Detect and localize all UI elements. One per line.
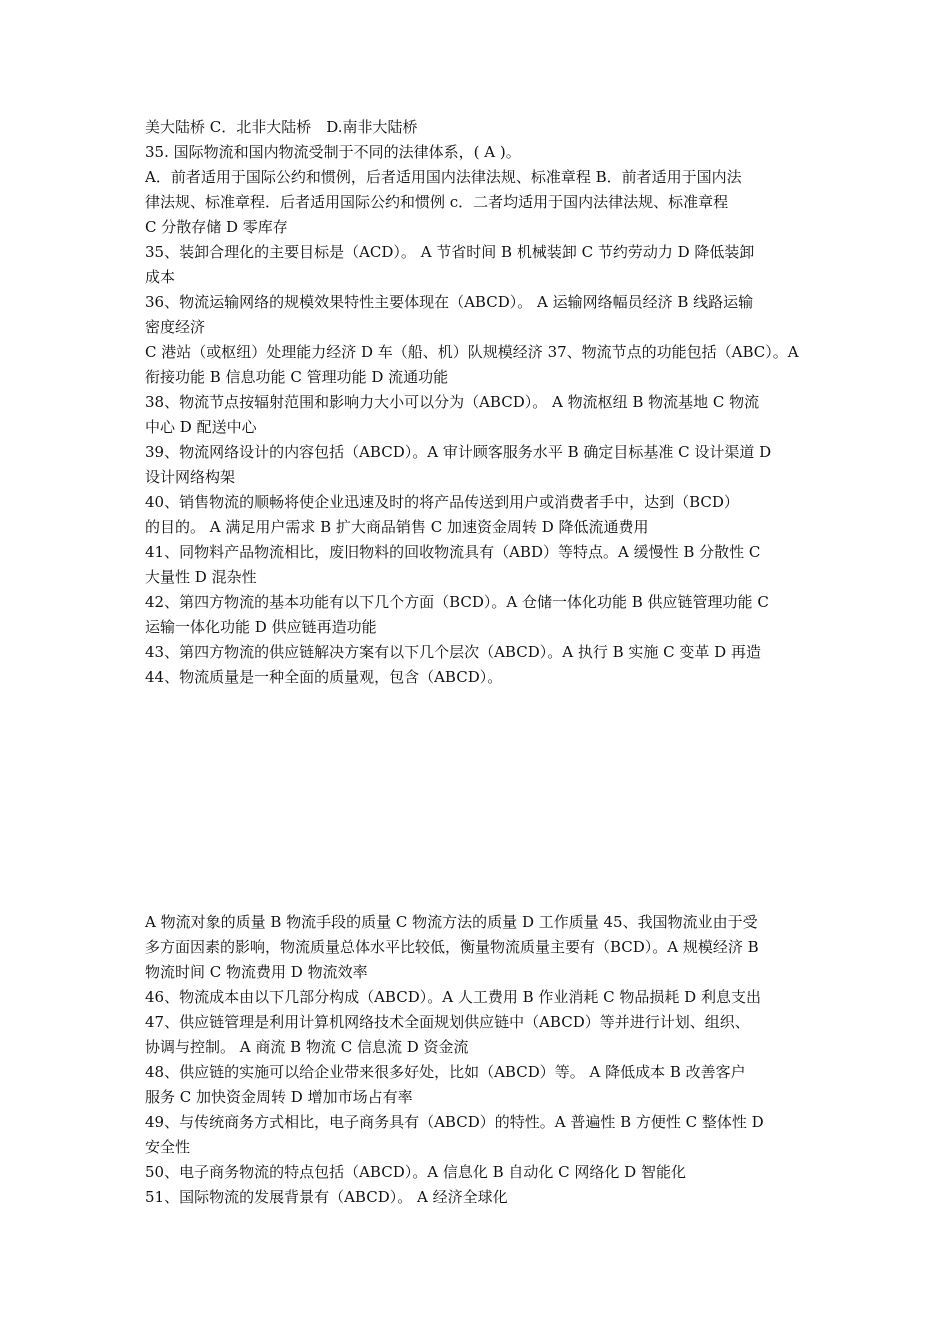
text-line: 的目的。 A 满足用户需求 B 扩大商品销售 C 加速资金周转 D 降低流通费用 [145, 518, 649, 536]
text-line: 36、物流运输网络的规模效果特性主要体现在（ABCD）。 A 运输网络幅员经济 B 线路运输 [145, 293, 754, 311]
text-block-top [145, 115, 810, 690]
text-line: 中心 D 配送中心 [145, 418, 257, 436]
text-line: 47、供应链管理是利用计算机网络技术全面规划供应链中（ABCD）等并进行计划、组织、 [145, 1013, 750, 1031]
text-line: 43、第四方物流的供应链解决方案有以下几个层次（ABCD）。A 执行 B 实施 C 变革 D 再造 [145, 643, 761, 661]
text-block-bottom [145, 910, 810, 1210]
text-line: A．前者适用于国际公约和惯例，后者适用国内法律法规、标准章程 B．前者适用于国内法 [145, 168, 742, 186]
text-line: 41、同物料产品物流相比，废旧物料的回收物流具有（ABD）等特点。A 缓慢性 B 分散性 C [145, 543, 761, 561]
text-line: 40、销售物流的顺畅将使企业迅速及时的将产品传送到用户或消费者手中，达到（BCD） [145, 493, 739, 511]
text-line: 协调与控制。 A 商流 B 物流 C 信息流 D 资金流 [145, 1038, 469, 1056]
text-line: 46、物流成本由以下几部分构成（ABCD）。A 人工费用 B 作业消耗 C 物品损耗 D 利息支出 [145, 988, 761, 1006]
text-line: 衔接功能 B 信息功能 C 管理功能 D 流通功能 [145, 368, 449, 386]
text-line: 物流时间 C 物流费用 D 物流效率 [145, 963, 368, 981]
text-line: 48、供应链的实施可以给企业带来很多好处，比如（ABCD）等。 A 降低成本 B 改善客户 [145, 1063, 746, 1081]
text-line: 服务 C 加快资金周转 D 增加市场占有率 [145, 1088, 413, 1106]
text-line: 44、物流质量是一种全面的质量观，包含（ABCD）。 [145, 668, 503, 686]
text-line: 39、物流网络设计的内容包括（ABCD）。A 审计顾客服务水平 B 确定目标基准 C 设计渠道 D [145, 443, 772, 461]
text-line: 密度经济 [145, 318, 206, 336]
text-line: 51、国际物流的发展背景有（ABCD）。 A 经济全球化 [145, 1188, 508, 1206]
text-line: 35、装卸合理化的主要目标是（ACD）。 A 节省时间 B 机械装卸 C 节约劳动力 D 降低装卸 [145, 243, 755, 261]
text-line: C 港站（或枢纽）处理能力经济 D 车（船、机）队规模经济 37、物流节点的功能包括（ABC）。A [145, 343, 799, 361]
text-line: 律法规、标准章程．后者适用国际公约和惯例 c．二者均适用于国内法律法规、标准章程 [145, 193, 729, 211]
text-line: A 物流对象的质量 B 物流手段的质量 C 物流方法的质量 D 工作质量 45、我国物流业由于受 [145, 913, 758, 931]
text-line: 多方面因素的影响，物流质量总体水平比较低，衡量物流质量主要有（BCD）。A 规模经济 B [145, 938, 759, 956]
text-line: 成本 [145, 268, 176, 286]
text-line: 50、电子商务物流的特点包括（ABCD）。A 信息化 B 自动化 C 网络化 D 智能化 [145, 1163, 686, 1181]
text-line: 大量性 D 混杂性 [145, 568, 257, 586]
text-line: 安全性 [145, 1138, 191, 1156]
text-line: 38、物流节点按辐射范围和影响力大小可以分为（ABCD）。 A 物流枢纽 B 物流基地 C 物流 [145, 393, 760, 411]
text-line: 设计网络构架 [145, 468, 236, 486]
text-line: 35. 国际物流和国内物流受制于不同的法律体系，( A )。 [145, 143, 521, 161]
text-line: 42、第四方物流的基本功能有以下几个方面（BCD）。A 仓储一体化功能 B 供应链管理功能 C [145, 593, 769, 611]
text-line: 美大陆桥 C．北非大陆桥 D.南非大陆桥 [145, 118, 418, 136]
text-line: C 分散存储 D 零库存 [145, 218, 288, 236]
text-line: 运输一体化功能 D 供应链再造功能 [145, 618, 377, 636]
text-line: 49、与传统商务方式相比，电子商务具有（ABCD）的特性。A 普遍性 B 方便性 C 整体性 D [145, 1113, 764, 1131]
